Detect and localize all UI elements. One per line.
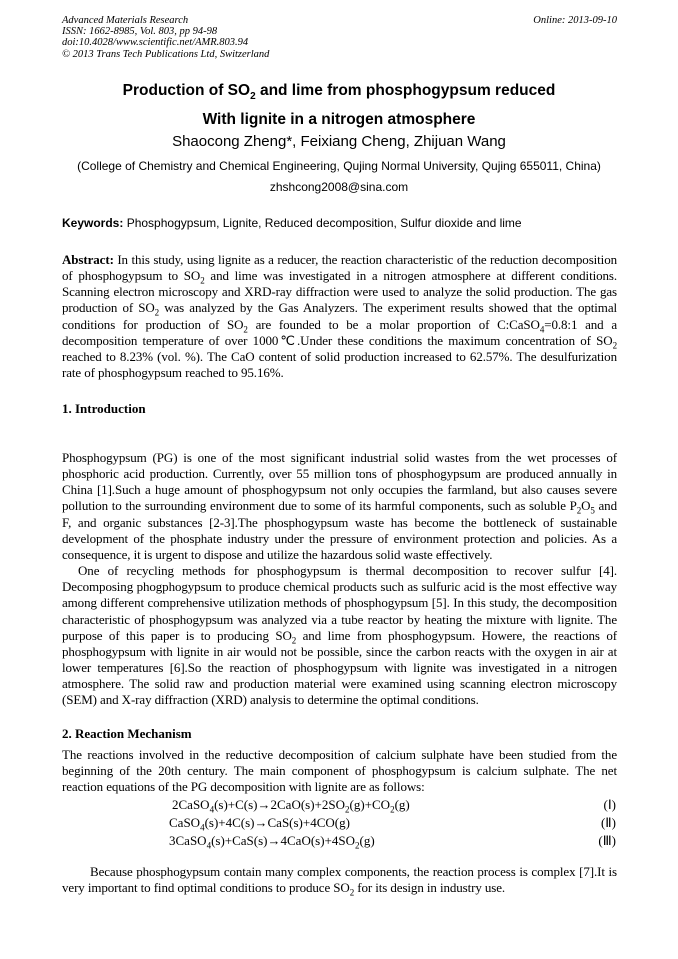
online-date: Online: 2013-09-10	[533, 15, 617, 26]
journal-header	[62, 15, 617, 60]
equation-2-number: (Ⅱ)	[600, 815, 616, 830]
journal-copyright: © 2013 Trans Tech Publications Ltd, Switzerland	[62, 48, 270, 60]
mechanism-paragraph-2: Because phosphogypsum contain many complex components, the reaction process is complex [7].It is very important to find optimal conditions to produce $SO_2$ for its design in industry use.	[62, 864, 617, 898]
journal-doi: doi:10.4028/www.scientific.net/AMR.803.94	[62, 37, 249, 49]
author-list: Shaocong Zheng*, Feixiang Cheng, Zhijuan Wang	[172, 133, 506, 150]
journal-issn: ISSN: 1662-8985, Vol. 803, pp 94-98	[62, 26, 218, 38]
mechanism-paragraph: The reactions involved in the reductive decomposition of calcium sulphate have been studied from the beginning of the 20th century. The main component of phosphogypsum is calcium sulphate. The net reaction equations of the PG decomposition with lignite are as follows:	[62, 747, 617, 795]
intro-paragraph-1: Phosphogypsum (PG) is one of the most significant industrial solid wastes from the wet processes of phosphoric acid production. Currently, over 55 million tons of phosphogypsum are produced annually in China [1].Such a huge amount of phosphogypsum not only occupies the farmland, but also causes severe pollution to the surrounding environment due to some of its harmful components, such as soluble $P_2O_5$ and F, and organic substances [2-3].The phosphogypsum waste has become the bottleneck of sustainable development of the phosphate industry under the pressure of environment protection and policies. As a consequence, it is urgent to dispose and utilize the hazardous solid waste effectively.	[62, 450, 617, 562]
introduction-section	[62, 450, 617, 709]
abstract-paragraph: Abstract: In this study, using lignite as a reducer, the reaction characteristic of the reduction decomposition of phosphogypsum to $SO_2$ and lime was investigated in a nitrogen atmosphere at different conditions. Scanning electron microscopy and XRD-ray diffraction were used to analyze the solid production. The gas production of $SO_2$ was analyzed by the Gas Analyzers. The experiment results showed that the optimal conditions for production of $SO_2$ are founded to be a molar proportion of C:CaSO$_4$=0.8:1 and a decomposition temperature of over 1000℃.Under these conditions the maximum concentration of $SO_2$ reached to 8.23% (vol. %). The CaO content of solid production increased to 62.57%. The desulfurization rate of phosphogypsum reached to 95.16%.	[62, 252, 618, 381]
section-heading-reaction-mechanism: 2. Reaction Mechanism	[62, 726, 192, 741]
title-line-1: Production of $SO_2$ and lime from phosphogypsum reduced	[122, 82, 556, 103]
paper-title	[40, 79, 638, 131]
keywords-text: Phosphogypsum, Lignite, Reduced decomposition, Sulfur dioxide and lime	[123, 216, 522, 230]
equation-3-number: (Ⅲ)	[598, 833, 616, 848]
affiliation: (College of Chemistry and Chemical Engineering, Qujing Normal University, Qujing 655011, China)	[77, 159, 601, 173]
keywords-label: Keywords:	[62, 216, 124, 230]
author-email: zhshcong2008@sina.com	[269, 180, 409, 194]
journal-name: Advanced Materials Research	[62, 15, 189, 26]
equation-1: $2CaSO_4(s)+C(s)\to 2CaO(s)+2SO_2(g)+CO_2(g)$	[172, 797, 410, 815]
equation-3: $3CaSO_4(s)+CaS(s)\to 4CaO(s)+4SO_2(g)$	[169, 833, 375, 851]
abstract-label: Abstract:	[62, 252, 114, 267]
section-heading-introduction: 1. Introduction	[62, 401, 146, 416]
keywords	[62, 215, 617, 232]
intro-paragraph-2: One of recycling methods for phosphogypsum is thermal decomposition to recover sulfur [4]. Decomposing phogphogypsum to produce chemical products such as sulfuric acid is the most effective way among different comprehensive utilization methods of phosphogypsum [5]. In this study, the decomposition characteristic of phosphogypsum was analyzed via a tube reactor by heating the mixture with lignite. The purpose of this paper is to producing $SO_2$ and lime from phosphogypsum. Howere, the reactions of phosphogypsum with lignite in air would not be possible, since the carbon reacts with the oxygen in air at lower temperatures [6].So the reaction of phosphogypsum with lignite was investigated in a nitrogen atmosphere. The solid raw and production material were examined using scanning electron microscopy (SEM) and X-ray diffraction (XRD) analysis to determine the optimal conditions.	[62, 563, 617, 708]
equation-2: CaSO$_4$(s)+4C(s)→CaS(s)+4CO(g)	[169, 815, 350, 833]
equation-1-number: (Ⅰ)	[603, 797, 616, 812]
title-line-2: With lignite in a nitrogen atmosphere	[202, 111, 476, 129]
